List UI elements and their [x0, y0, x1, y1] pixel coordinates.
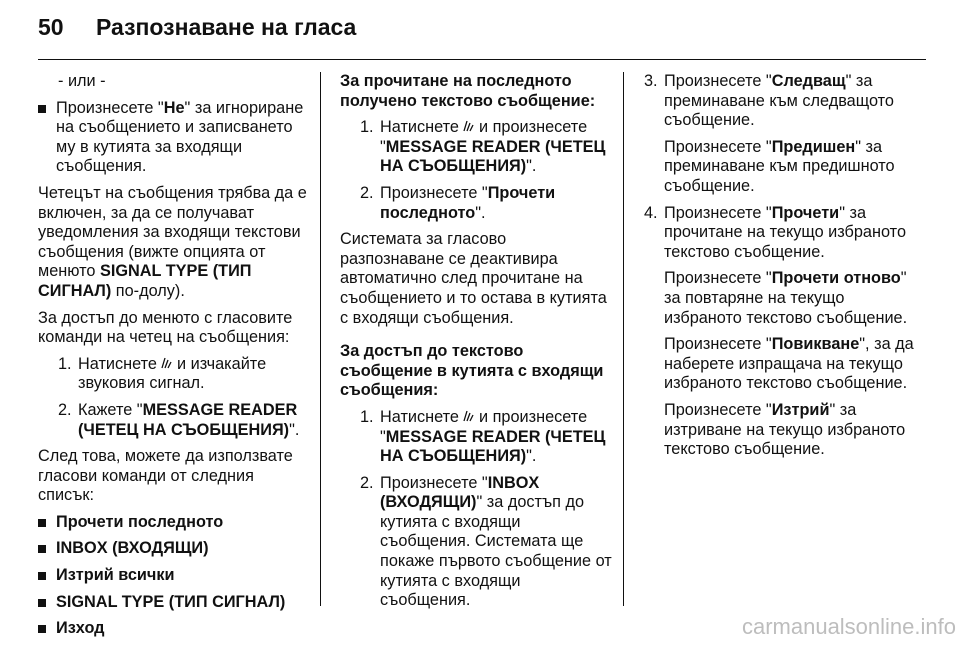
section-heading: За прочитане на последното получено текстово съобщение: [340, 72, 596, 110]
command-list-item: Изход [38, 619, 310, 639]
command-list-item: Прочети последното [38, 513, 310, 533]
page-title: Разпознаване на гласа [96, 14, 357, 40]
or-line: - или - [58, 72, 106, 90]
step-2: 2. Произнесете "INBOX (ВХОДЯЩИ)" за достъп до кутията с входящи съобщения. Системата ще покаже първото съобщение от кутията с входящи съобщения. [360, 473, 612, 610]
command-list-item: Изтрий всички [38, 566, 310, 586]
section-heading: За достъп до текстово съобщение в кутията с входящи съобщения: [340, 342, 604, 400]
bullet-item [38, 99, 310, 177]
page-number: 50 [38, 14, 64, 40]
header-rule [38, 59, 926, 60]
step-4-alternative: Произнесете "Изтрий" за изтриване на текущо избраното текстово съобщение. [664, 400, 906, 459]
step-1: 1. Натиснете и произнесете "MESSAGE READER (ЧЕТЕЦ НА СЪОБЩЕНИЯ)". [360, 118, 606, 176]
paragraph: За достъп до менюто с гласовите команди на четец на съобщения: [38, 308, 293, 347]
watermark: carmanualsonline.info [741, 614, 956, 639]
paragraph: След това, можете да използвате гласови команди от следния списък: [38, 447, 293, 505]
step-4-alternative: Произнесете "Повикване", за да наберете изпращача на текущо избраното текстово съобщение. [664, 335, 914, 393]
step-1: 1. Натиснете и произнесете "MESSAGE READER (ЧЕТЕЦ НА СЪОБЩЕНИЯ)". [360, 407, 606, 466]
voice-command-icon [463, 409, 475, 423]
command-list-item: INBOX (ВХОДЯЩИ) [38, 539, 310, 559]
voice-command-icon [161, 356, 173, 370]
column-divider-2 [623, 72, 624, 606]
column-1 [38, 72, 310, 646]
voice-command-icon [463, 119, 475, 133]
step-2: 2. Кажете "MESSAGE READER (ЧЕТЕЦ НА СЪОБЩЕНИЯ)". [58, 400, 300, 439]
command-list-item: SIGNAL TYPE (ТИП СИГНАЛ) [38, 593, 310, 613]
paragraph: Четецът на съобщения трябва да е включен, за да се получават уведомления за входящи текстови съобщения (вижте опцията от менюто SIGNAL TYPE (ТИП СИГНАЛ) по-долу). [38, 183, 307, 300]
step-3: 3. Произнесете "Следващ" за преминаване към следващото съобщение. [644, 72, 894, 130]
step-4-alternative: Произнесете "Прочети отново" за повтаряне на текущо избраното текстово съобщение. [664, 269, 908, 327]
bullet-text: Произнесете "Не" за игнориране на съобщението и записването му в кутията за входящи съобщения. [56, 98, 304, 176]
paragraph: Системата за гласово разпознаване се деактивира автоматично след прочитане на съобщението и то остава в кутията с входящи съобщения. [340, 230, 607, 327]
step-4: 4. Произнесете "Прочети" за прочитане на текущо избраното текстово съобщение. [644, 203, 907, 261]
step-3-alternative: Произнесете "Предишен" за преминаване към предишното съобщение. [664, 137, 895, 195]
step-1: 1. Натиснете и изчакайте звуковия сигнал. [58, 354, 267, 393]
step-2: 2. Произнесете "Прочети последното". [360, 183, 556, 222]
column-divider-1 [320, 72, 321, 606]
column-2 [340, 72, 612, 618]
page-header [38, 14, 356, 50]
column-3 [644, 72, 914, 467]
bullet-marker [38, 99, 56, 177]
